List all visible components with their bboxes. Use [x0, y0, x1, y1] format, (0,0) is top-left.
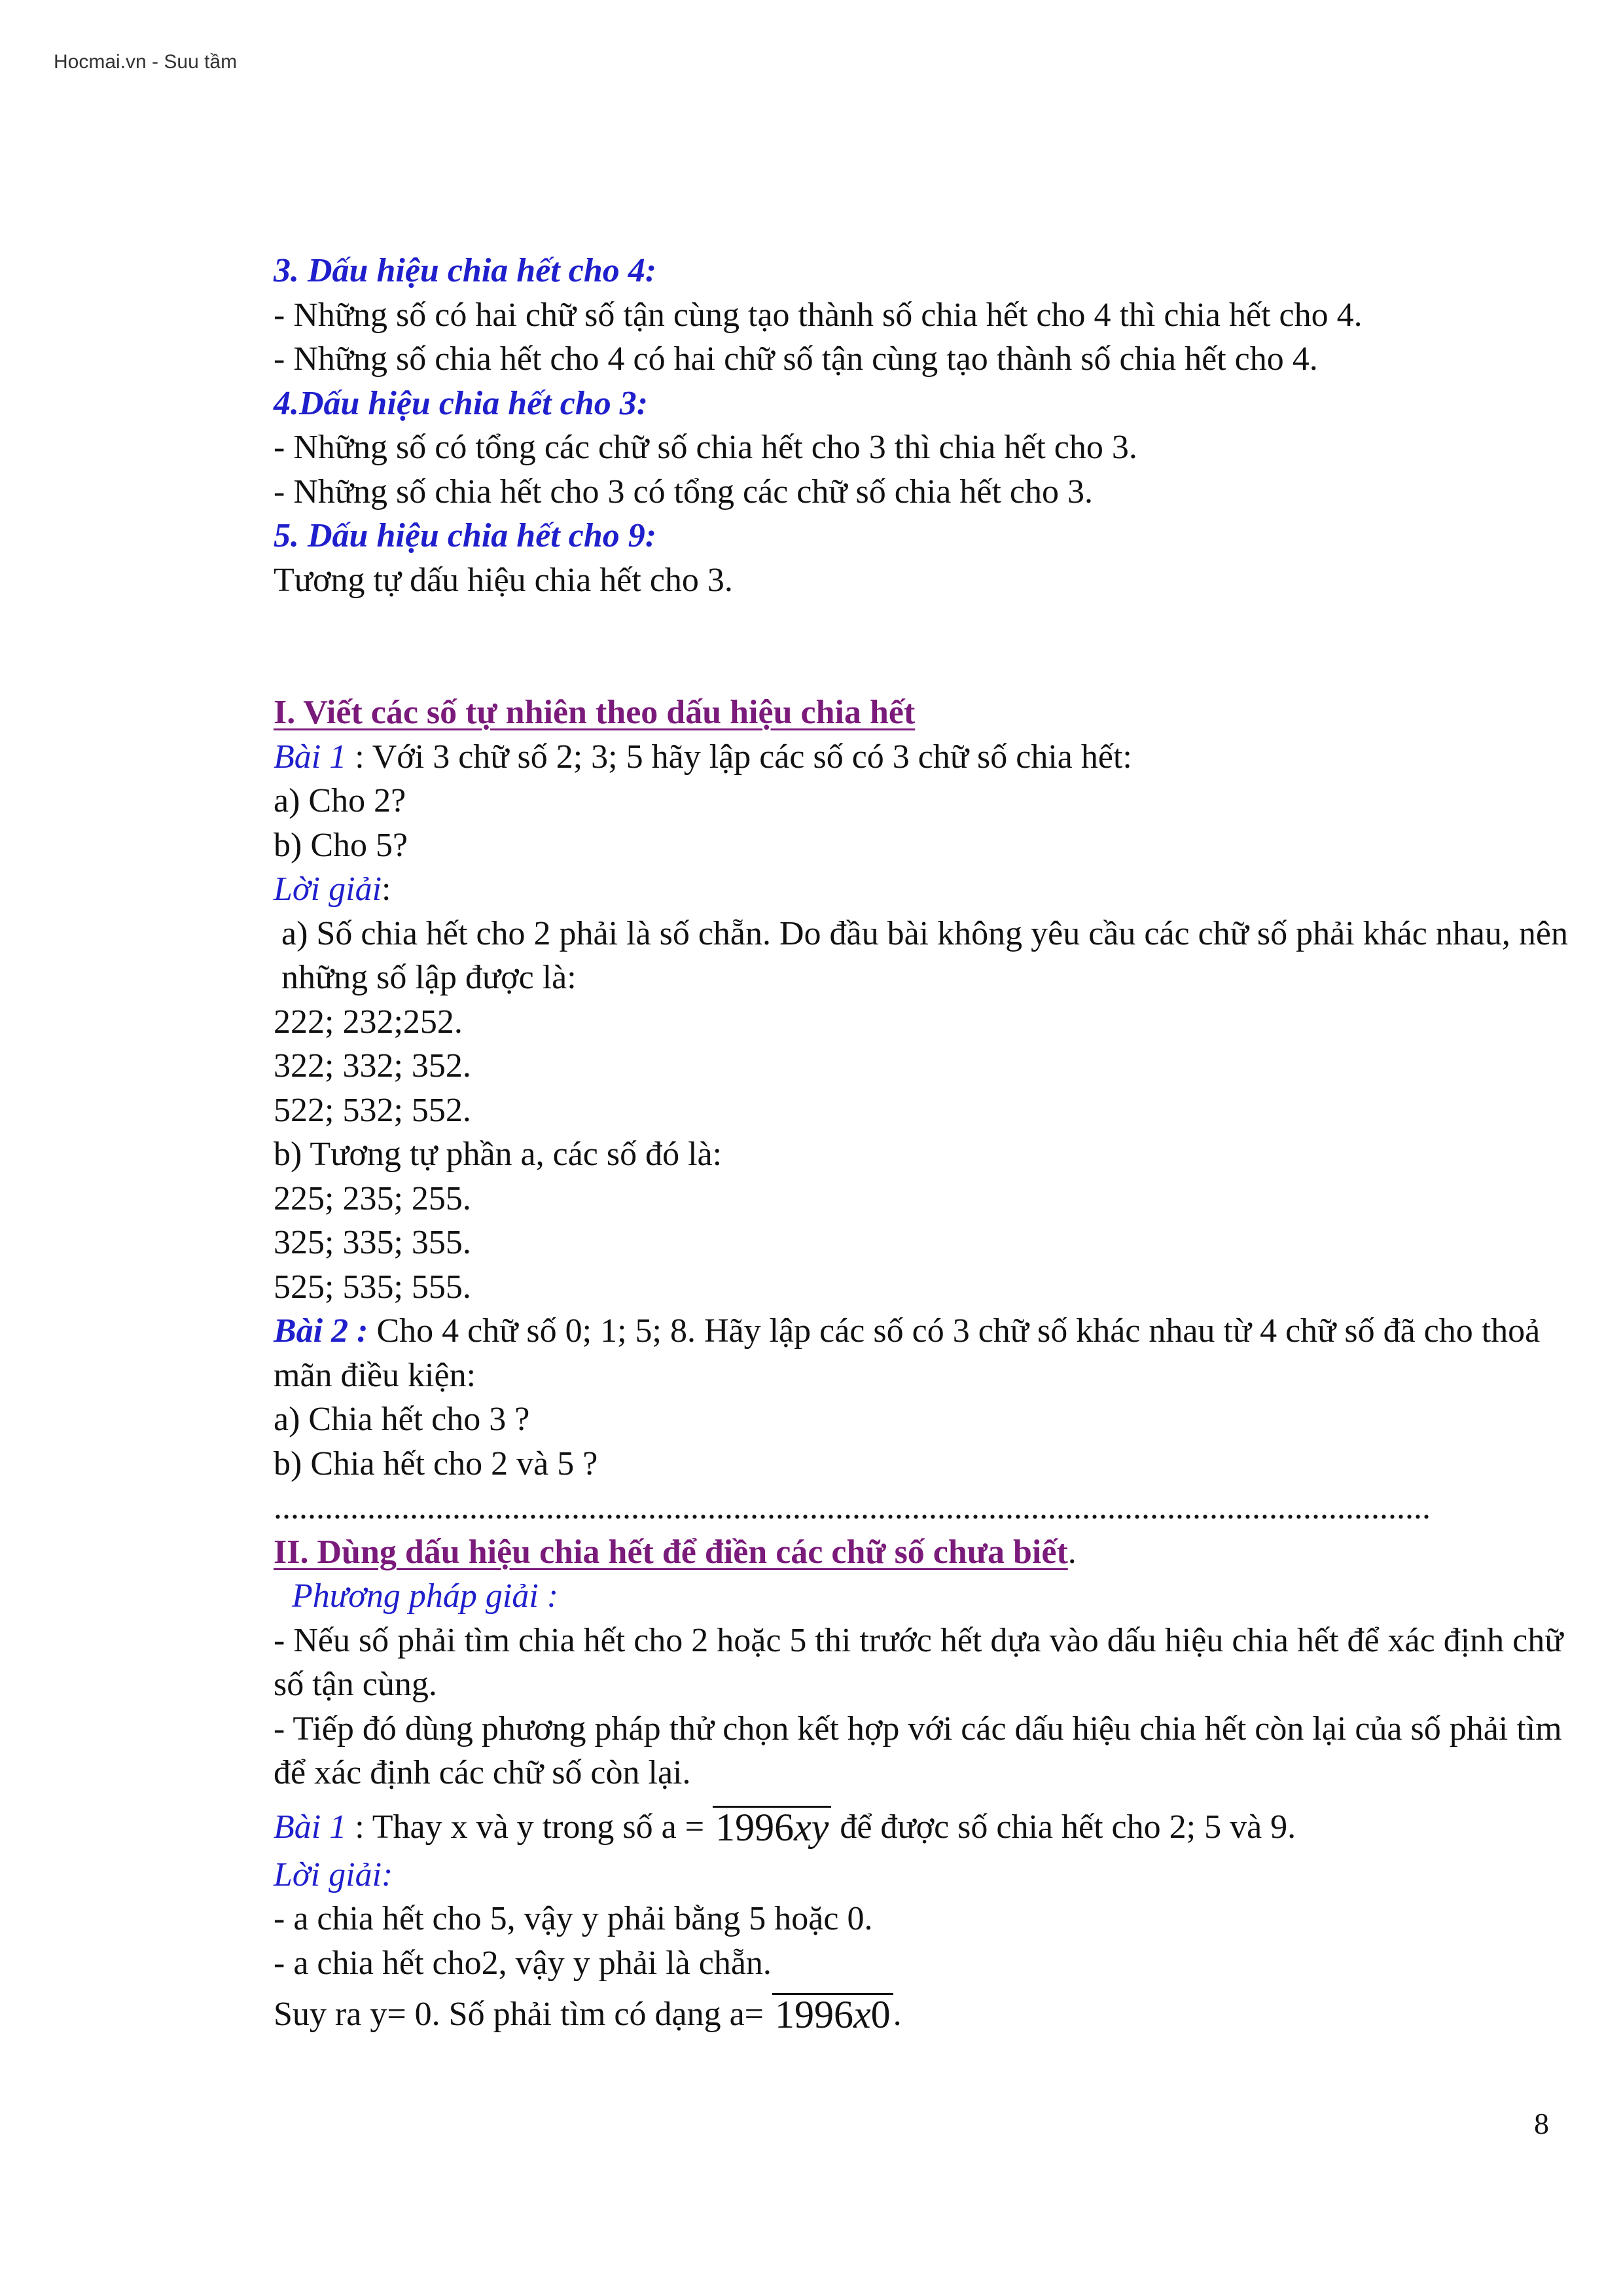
s1-bai2-part-a: a) Chia hết cho 3 ?	[274, 1401, 530, 1438]
rule-9-line-1: Tương tự dấu hiệu chia hết cho 3.	[274, 561, 733, 599]
s1-bai1-part-a: a) Cho 2?	[274, 782, 406, 819]
s1-sol-a-row-1: 222; 232;252.	[274, 1003, 463, 1041]
s1-sol-b-row-3: 525; 535; 555.	[274, 1268, 471, 1306]
s1-bai1-prompt: Bài 1 : Với 3 chữ số 2; 3; 5 hãy lập các số có 3 chữ số chia hết:	[274, 738, 1132, 776]
page-number: 8	[1534, 2107, 1549, 2140]
s2-method-2: - Tiếp đó dùng phương pháp thử chọn kết hợp với các dấu hiệu chia hết còn lại của số phải tìm để xác định các chữ số còn lại.	[274, 1710, 1562, 1791]
s1-bai1-part-b: b) Cho 5?	[274, 826, 408, 864]
spacer	[274, 602, 1569, 691]
s1-solution-b: b) Tương tự phần a, các số đó là:	[274, 1136, 722, 1173]
document-body	[274, 249, 1569, 2040]
s1-sol-a-row-3: 522; 532; 552.	[274, 1091, 471, 1129]
s1-bai2-label: Bài 2 :	[274, 1312, 368, 1350]
overline-number-1996xy: 1996xy	[713, 1806, 831, 1847]
section-2-heading: II. Dùng dấu hiệu chia hết để điền các chữ số chưa biết.	[274, 1533, 1077, 1571]
rule-3-line-1: - Những số có tổng các chữ số chia hết cho 3 thì chia hết cho 3.	[274, 429, 1137, 466]
s2-solution-2: - a chia hết cho2, vậy y phải là chẵn.	[274, 1944, 772, 1982]
s1-solution-a: a) Số chia hết cho 2 phải là số chẵn. Do đầu bài không yêu cầu các chữ số phải khác nhau, nên những số lập được là:	[281, 914, 1568, 996]
s2-bai1-prompt: Bài 1 : Thay x và y trong số a = 1996xy để được số chia hết cho 2; 5 và 9.	[274, 1805, 1296, 1849]
s1-sol-b-row-1: 225; 235; 255.	[274, 1179, 471, 1217]
rule-4-line-1: - Những số có hai chữ số tận cùng tạo thành số chia hết cho 4 thì chia hết cho 4.	[274, 296, 1363, 334]
s1-sol-b-row-2: 325; 335; 355.	[274, 1224, 471, 1261]
rule-4-line-2: - Những số chia hết cho 4 có hai chữ số tận cùng tạo thành số chia hết cho 4.	[274, 340, 1318, 378]
rule-9-heading: 5. Dấu hiệu chia hết cho 9:	[274, 517, 657, 554]
dotted-separator: ........................................................................................................................................	[274, 1489, 1431, 1526]
section-1-heading: I. Viết các số tự nhiên theo dấu hiệu chia hết	[274, 694, 916, 731]
s2-bai1-label: Bài 1	[274, 1808, 347, 1846]
s1-bai1-label: Bài 1	[274, 738, 347, 776]
s2-solution-label: Lời giải:	[274, 1856, 393, 1893]
s1-bai2-part-b: b) Chia hết cho 2 và 5 ?	[274, 1444, 598, 1482]
s2-solution-1: - a chia hết cho 5, vậy y phải bằng 5 hoặc 0.	[274, 1900, 873, 1937]
s1-bai2-prompt: Bài 2 : Cho 4 chữ số 0; 1; 5; 8. Hãy lập các số có 3 chữ số khác nhau từ 4 chữ số đã cho thoả mãn điều kiện:	[274, 1312, 1541, 1394]
overline-number-1996x0: 1996x0	[772, 1993, 893, 2034]
s2-method-1: - Nếu số phải tìm chia hết cho 2 hoặc 5 thi trước hết dựa vào dấu hiệu chia hết để xác định chữ số tận cùng.	[274, 1621, 1563, 1703]
watermark: Hocmai.vn - Suu tầm	[54, 51, 238, 73]
s1-sol-a-row-2: 322; 332; 352.	[274, 1047, 471, 1085]
rule-3-heading: 4.Dấu hiệu chia hết cho 3:	[274, 384, 649, 422]
s2-solution-3: Suy ra y= 0. Số phải tìm có dạng a= 1996x0.	[274, 1993, 902, 2036]
rule-3-line-2: - Những số chia hết cho 3 có tổng các chữ số chia hết cho 3.	[274, 473, 1093, 511]
s2-method-label: Phương pháp giải :	[292, 1577, 559, 1615]
s1-solution-label: Lời giải:	[274, 870, 391, 908]
rule-4-heading: 3. Dấu hiệu chia hết cho 4:	[274, 252, 657, 289]
